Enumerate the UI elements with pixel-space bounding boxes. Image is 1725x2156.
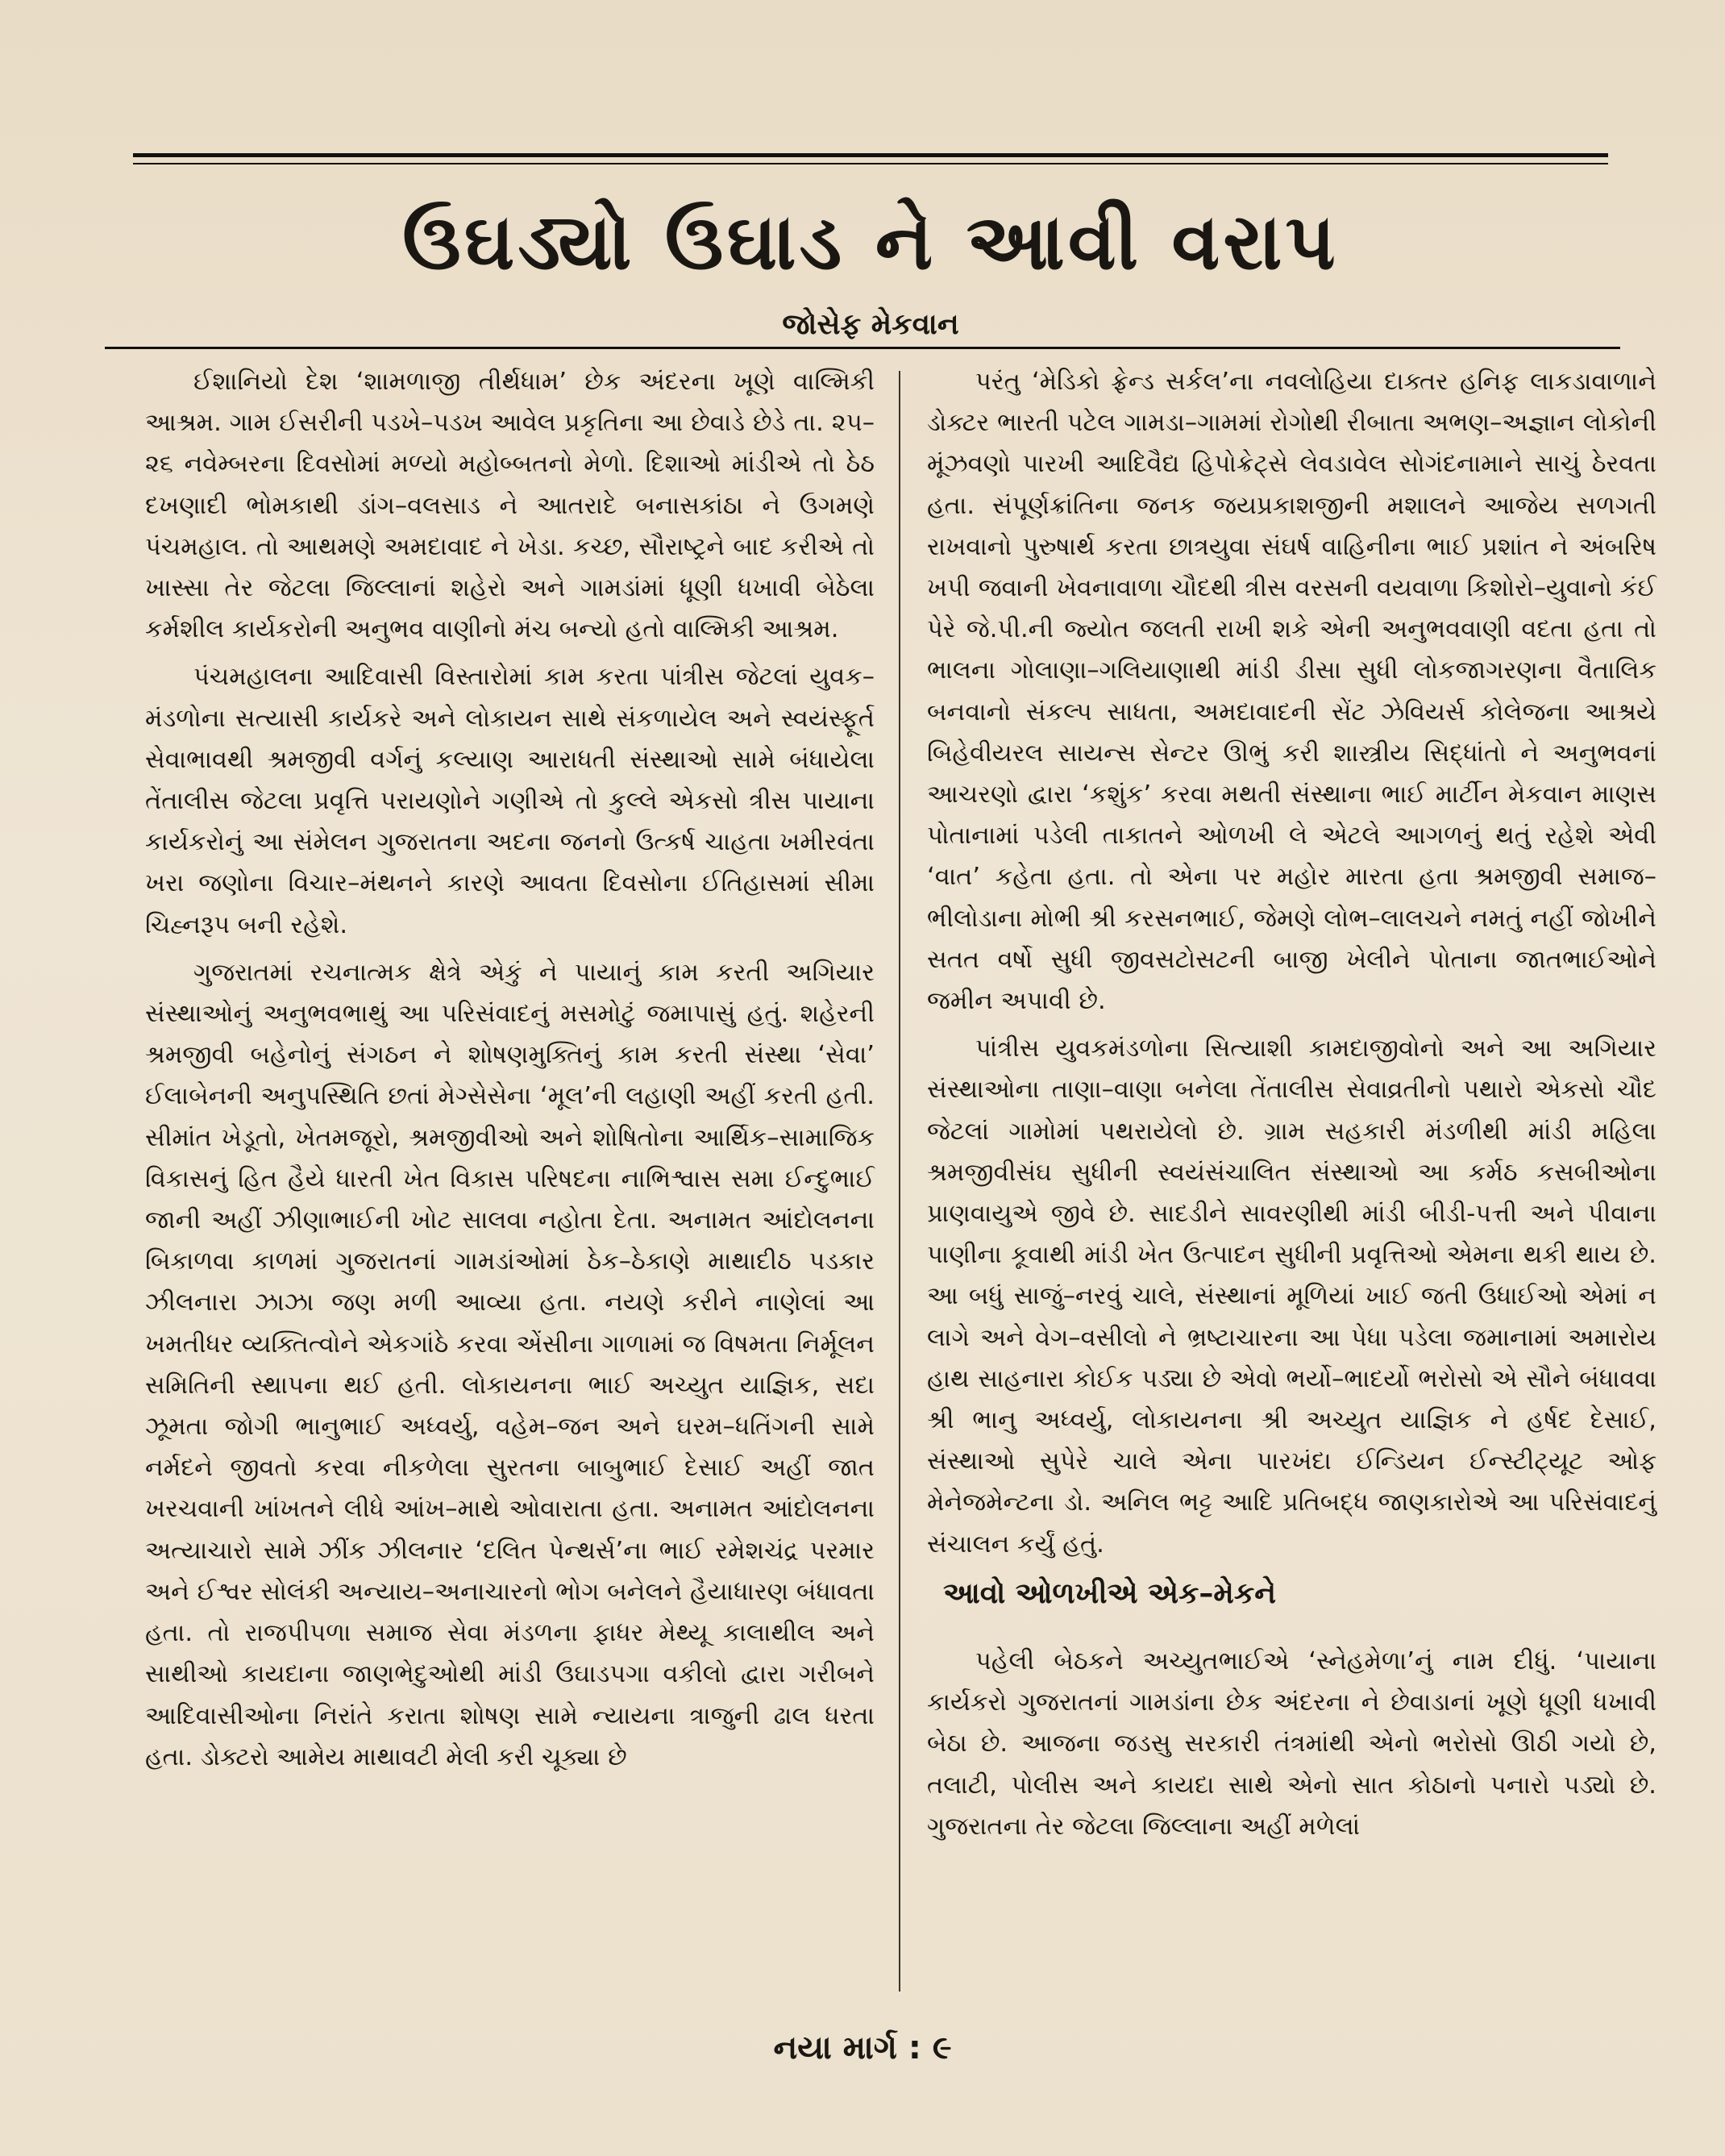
right-paragraph-2: પાંત્રીસ યુવકમંડળોના સિત્યાશી કામદાજીવોનો અને આ અગિયાર સંસ્થાઓના તાણા–વાણા બનેલા તેંતાલીસ સેવાવ્રતીનો પથારો એકસો ચૌદ જેટલાં ગામોમાં પથરાયેલો છે. ગ્રામ સહકારી મંડળીથી માંડી મહિલા શ્રમજીવીસંઘ સુધીની સ્વયંસંચાલિત સંસ્થાઓ આ કર્મઠ કસબીઓના પ્રાણવાયુએ જીવે છે. સાદડીને સાવરણીથી માંડી બીડી-પત્તી અને પીવાના પાણીના કૂવાથી માંડી ખેત ઉત્પાદન સુધીની પ્રવૃત્તિઓ એમના થકી થાય છે. આ બધું સાજું–નરવું ચાલે, સંસ્થાનાં મૂળિયાં ખાઈ જતી ઉધાઈઓ એમાં ન લાગે અને વેગ–વસીલો ને ભ્રષ્ટાચારના આ પેધા પડેલા જમાનામાં અમારોય હાથ સાહનારા કોઈક પડ્યા છે એવો ભર્યો–ભાદર્યો ભરોસો એ સૌને બંધાવવા શ્રી ભાનુ અધ્વર્યુ, લોકાયનના શ્રી અચ્યુત યાજ્ઞિક ને હર્ષદ દેસાઈ, સંસ્થાઓ સુપેરે ચાલે એના પારખંદા ઈન્ડિયન ઈન્સ્ટીટ્યૂટ ઓફ મેનેજમેન્ટના ડો. અનિલ ભટ્ટ આદિ પ્રતિબદ્ધ જાણકારોએ આ પરિસંવાદનું સંચાલન કર્યું હતું. [927, 1034, 1656, 1559]
left-paragraph-2: પંચમહાલના આદિવાસી વિસ્તારોમાં કામ કરતા પાંત્રીસ જેટલાં યુવક–મંડળોના સત્યાસી કાર્યકરે અને લોકાયન સાથે સંકળાયેલ અને સ્વયંસ્ફૂર્ત સેવાભાવથી શ્રમજીવી વર્ગનું કલ્યાણ આરાધતી સંસ્થાઓ સામે બંધાયેલા તેંતાલીસ જેટલા પ્રવૃત્તિ પરાયણોને ગણીએ તો કુલ્લે એકસો ત્રીસ પાયાના કાર્યકરોનું આ સંમેલન ગુજરાતના અદના જનનો ઉત્કર્ષ ચાહતા ખમીરવંતા ખરા જણોના વિચાર–મંથનને કારણે આવતા દિવસોના ઈતિહાસમાં સીમા ચિહ્નરૂપ બની રહેશે. [145, 663, 875, 939]
top-rule [133, 153, 1608, 157]
page-footer: નયા માર્ગ : ૯ [773, 2029, 952, 2067]
right-paragraph-3: પહેલી બેઠકને અચ્યુતભાઈએ ‘સ્નેહમેળા’નું નામ દીધું. ‘પાયાના કાર્યકરો ગુજરાતનાં ગામડાંના છેક અંદરના ને છેવાડાનાં ખૂણે ધૂણી ધખાવી બેઠા છે. આજના જડસુ સરકારી તંત્રમાંથી એનો ભરોસો ઊઠી ગયો છે, તલાટી, પોલીસ અને કાયદા સાથે એનો સાત કોઠાનો પનારો પડ્યો છે. ગુજરાતના તેર જેટલા જિલ્લાના અહીં મળેલાં [927, 1646, 1656, 1841]
left-paragraph-3: ગુજરાતમાં રચનાત્મક ક્ષેત્રે એકું ને પાયાનું કામ કરતી અગિયાર સંસ્થાઓનું અનુભવભાથું આ પરિસંવાદનું મસમોટું જમાપાસું હતું. શહેરની શ્રમજીવી બહેનોનું સંગઠન ને શોષણમુક્તિનું કામ કરતી સંસ્થા ‘સેવા’ ઈલાબેનની અનુપસ્થિતિ છતાં મેગ્સેસેના ‘મૂલ’ની લહાણી અહીં કરતી હતી. સીમાંત ખેડૂતો, ખેતમજૂરો, શ્રમજીવીઓ અને શોષિતોના આર્થિક–સામાજિક વિકાસનું હિત હૈયે ધારતી ખેત વિકાસ પરિષદના નાભિશ્વાસ સમા ઈન્દુભાઈ જાની અહીં ઝીણાભાઈની ખોટ સાલવા નહોતા દેતા. અનામત આંદોલનના બિકાળવા કાળમાં ગુજરાતનાં ગામડાંઓમાં ઠેક–ઠેકાણે માથાદીઠ પડકાર ઝીલનારા ઝાઝા જણ મળી આવ્યા હતા. નયણે કરીને નાણેલાં આ ખમતીધર વ્યક્તિત્વોને એકગાંઠે કરવા એંસીના ગાળામાં જ વિષમતા નિર્મૂલન સમિતિની સ્થાપના થઈ હતી. લોકાયનના ભાઈ અચ્યુત યાજ્ઞિક, સદા ઝૂમતા જોગી ભાનુભાઈ અધ્વર્યુ, વહેમ–જન અને ઘરમ–ધતિંગની સામે નર્મદને જીવતો કરવા નીકળેલા સુરતના બાબુભાઈ દેસાઈ અહીં જાત ખરચવાની ખાંખતને લીધે આંખ–માથે ઓવારાતા હતા. અનામત આંદોલનના અત્યાચારો સામે ઝીંક ઝીલનાર ‘દલિત પેન્થર્સ’ના ભાઈ રમેશચંદ્ર પરમાર અને ઈશ્વર સોલંકી અન્યાય–અનાચારનો ભોગ બનેલને હૈયાધારણ બંધાવતા હતા. તો રાજપીપળા સમાજ સેવા મંડળના ફાધર મેથ્યૂ કાલાથીલ અને સાથીઓ કાયદાના જાણભેદુઓથી માંડી ઉઘાડપગા વકીલો દ્વારા ગરીબને આદિવાસીઓના નિરાંતે કરાતા શોષણ સામે ન્યાયના ત્રાજુની ઢાલ ધરતા હતા. ડોક્ટરો આમેય માથાવટી મેલી કરી ચૂક્યા છે [145, 958, 875, 1771]
left-paragraph-1: ઈશાનિયો દેશ ‘શામળાજી તીર્થધામ’ છેક અંદરના ખૂણે વાલ્મિકી આશ્રમ. ગામ ઈસરીની પડખે–પડખ આવેલ પ્રકૃતિના આ છેવાડે છેડે તા. ૨૫–૨૬ નવેમ્બરના દિવસોમાં મળ્યો મહોબ્બતનો મેળો. દિશાઓ માંડીએ તો ઠેઠ દખણાદી ભોમકાથી ડાંગ–વલસાડ ને આતરાદે બનાસકાંઠા ને ઉગમણે પંચમહાલ. તો આથમણે અમદાવાદ ને ખેડા. કચ્છ, સૌરાષ્ટ્રને બાદ કરીએ તો ખાસ્સા તેર જેટલા જિલ્લાનાં શહેરો અને ગામડાંમાં ધૂણી ધખાવી બેઠેલા કર્મશીલ કાર્યકરોની અનુભવ વાણીનો મંચ બન્યો હતો વાલ્મિકી આશ્રમ. [145, 368, 875, 644]
right-paragraph-1: પરંતુ ‘મેડિકો ફ્રેન્ડ સર્કલ’ના નવલોહિયા દાક્તર હનિફ લાકડાવાળાને ડોક્ટર ભારતી પટેલ ગામડા–ગામમાં રોગોથી રીબાતા અભણ–અજ્ઞાન લોકોની મૂંઝવણો પારખી આદિવૈદ્ય હિપોક્રેટ્સે લેવડાવેલ સોગંદનામાને સાચું ઠેરવતા હતા. સંપૂર્ણક્રાંતિના જનક જયપ્રકાશજીની મશાલને આજેય સળગતી રાખવાનો પુરુષાર્થ કરતા છાત્રયુવા સંઘર્ષ વાહિનીના ભાઈ પ્રશાંત ને અંબરિષ ખપી જવાની ખેવનાવાળા ચૌદથી ત્રીસ વરસની વયવાળા કિશોરો–યુવાનો કંઈ પેરે જે.પી.ની જ્યોત જલતી રાખી શકે એની અનુભવવાણી વદતા હતા તો ભાલના ગોલાણા–ગલિયાણાથી માંડી ડીસા સુધી લોકજાગરણના વૈતાલિક બનવાનો સંકલ્પ સાધતા, અમદાવાદની સેંટ ઝેવિયર્સ કોલેજના આશ્રયે બિહેવીયરલ સાયન્સ સેન્ટર ઊભું કરી શાસ્ત્રીય સિદ્ધાંતો ને અનુભવનાં આચરણો દ્વારા ‘કશુંક’ કરવા મથતી સંસ્થાના ભાઈ માર્ટીન મેકવાન માણસ પોતાનામાં પડેલી તાકાતને ઓળખી લે એટલે આગળનું થતું રહેશે એવી ‘વાત’ કહેતા હતા. તો એના પર મહોર મારતા હતા શ્રમજીવી સમાજ–ભીલોડાના મોભી શ્રી કરસનભાઈ, જેમણે લોભ–લાલચને નમતું નહીં જોખીને સતત વર્ષો સુધી જીવસટોસટની બાજી ખેલીને પોતાના જાતભાઈઓને જમીન અપાવી છે. [927, 368, 1656, 1016]
article-title: ઉઘડ્યો ઉઘાડ ને આવી વરાપ [402, 197, 1339, 287]
article-author: જોસેફ મેકવાન [782, 308, 959, 341]
left-column [145, 361, 875, 1784]
right-column [927, 361, 1656, 1854]
title-rule [105, 347, 1620, 349]
section-heading: આવો ઓળખીએ એક–મેકને [943, 1576, 1277, 1610]
column-divider [899, 371, 900, 1992]
top-rule-thin [133, 163, 1608, 164]
